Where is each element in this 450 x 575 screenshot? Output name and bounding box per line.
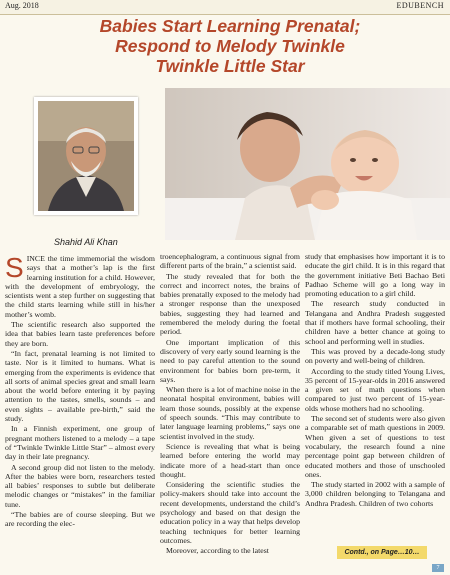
paragraph: “The babies are of course sleeping. But we are recording the elec-: [5, 510, 155, 529]
text-column-2: [160, 252, 300, 557]
paragraph: In a Finnish experiment, one group of pregnant mothers listened to a melody – a tape of “Twinkle Twinkle Little Star” – almost every day in their late pregnancy.: [5, 424, 155, 462]
page-number: 7: [432, 564, 444, 572]
baby-photo: [165, 88, 450, 240]
paragraph: The scientific research also supported the idea that babies learn taste preferences before they are born.: [5, 320, 155, 348]
paragraph: Science is revealing that what is being learned before entering the world may indicate more of a head-start than once thought.: [160, 441, 300, 479]
author-portrait: [34, 97, 138, 215]
paragraph: The study revealed that for both the correct and incorrect notes, the brains of babies prenatally exposed to the melody had a stronger response than the unexposed babies, suggesting they had learned and remembered the melody during the foetal period.: [160, 271, 300, 337]
paragraph: The study started in 2002 with a sample of 3,000 children belonging to Telangana and Andhra Pradesh. Children of two cohorts: [305, 480, 445, 508]
paragraph: “In fact, prenatal learning is not limited to taste. Nor is it limited to humans. What is emerging from the experiments is evidence that all sorts of animal species great and small learn about the world before entering it by paying attention to the tastes, smells, sounds – and even sights – available pre-birth,” said the study.: [5, 348, 155, 424]
paragraph: study that emphasises how important it is to educate the girl child. It is in this regard that the government initiative Beti Bachao Beti Padhao Scheme will go a long way in promoting education to a girl child.: [305, 252, 445, 299]
title-line-3: Twinkle Little Star: [155, 56, 305, 76]
text-column-3: [305, 252, 445, 509]
paragraph: According to the study titled Young Lives, 35 percent of 15-year-olds in 2016 answered a given set of math questions when compared to just two percent of 15-year-olds whose mothers had no schooling.: [305, 366, 445, 413]
issue-date: Aug. 2018: [5, 1, 39, 10]
author-byline: Shahid Ali Khan: [54, 237, 118, 247]
drop-cap: S: [5, 252, 24, 283]
paragraph: Moreover, according to the latest: [166, 546, 269, 556]
paragraph: troencephalogram, a continuous signal from different parts of the brain,” a scientist said.: [160, 252, 300, 271]
paragraph: Considering the scientific studies the policy-makers should take into account the recent developments, understand the child’s psychology and based on that design the education policy in a way that helps develop teaching techniques for better learning outcomes.: [160, 480, 300, 545]
paragraph: INCE the time immemorial the wisdom says that a mother’s lap is the first learning institution for a child. However, with the development of embryology, the scientists went a step further on suggesting that the child starts learning while still in his/her mother’s womb.: [5, 254, 155, 319]
text-column-1: [5, 254, 155, 530]
title-line-2: Respond to Melody Twinkle: [115, 36, 345, 56]
paragraph: One important implication of this discovery of very early sound learning is the need to pay careful attention to the sound environment for babies born pre-term, it says.: [160, 337, 300, 384]
publication-name: EDUBENCH: [396, 1, 444, 10]
continued-notice[interactable]: Contd., on Page…10…: [337, 546, 427, 559]
paragraph: The second set of students were also given a comparable set of math questions in 2009. When given a set of questions to test vocabulary, the research found a nine percentage point gap between children of educated mothers and those of unschooled ones.: [305, 414, 445, 479]
paragraph: The research study conducted in Telangana and Andhra Pradesh suggested that if mothers have formal schooling, their children have a better chance at going to school and performing well in studies.: [305, 299, 445, 346]
page-header: [0, 0, 450, 15]
article-title: [60, 16, 400, 76]
paragraph: When there is a lot of machine noise in the neonatal hospital environment, babies will learn those sounds, possibly at the expense of speech sounds. “This may contribute to later language learning problems,” says one scientist involved in the study.: [160, 385, 300, 441]
title-line-1: Babies Start Learning Prenatal;: [99, 16, 361, 36]
paragraph: This was proved by a decade-long study on poverty and well-being of children.: [305, 346, 445, 366]
paragraph: A second group did not listen to the melody. After the babies were born, researchers tested all babies’ responses to subtle but deliberate melodic changes or “mistakes” in the familiar tune.: [5, 462, 155, 509]
